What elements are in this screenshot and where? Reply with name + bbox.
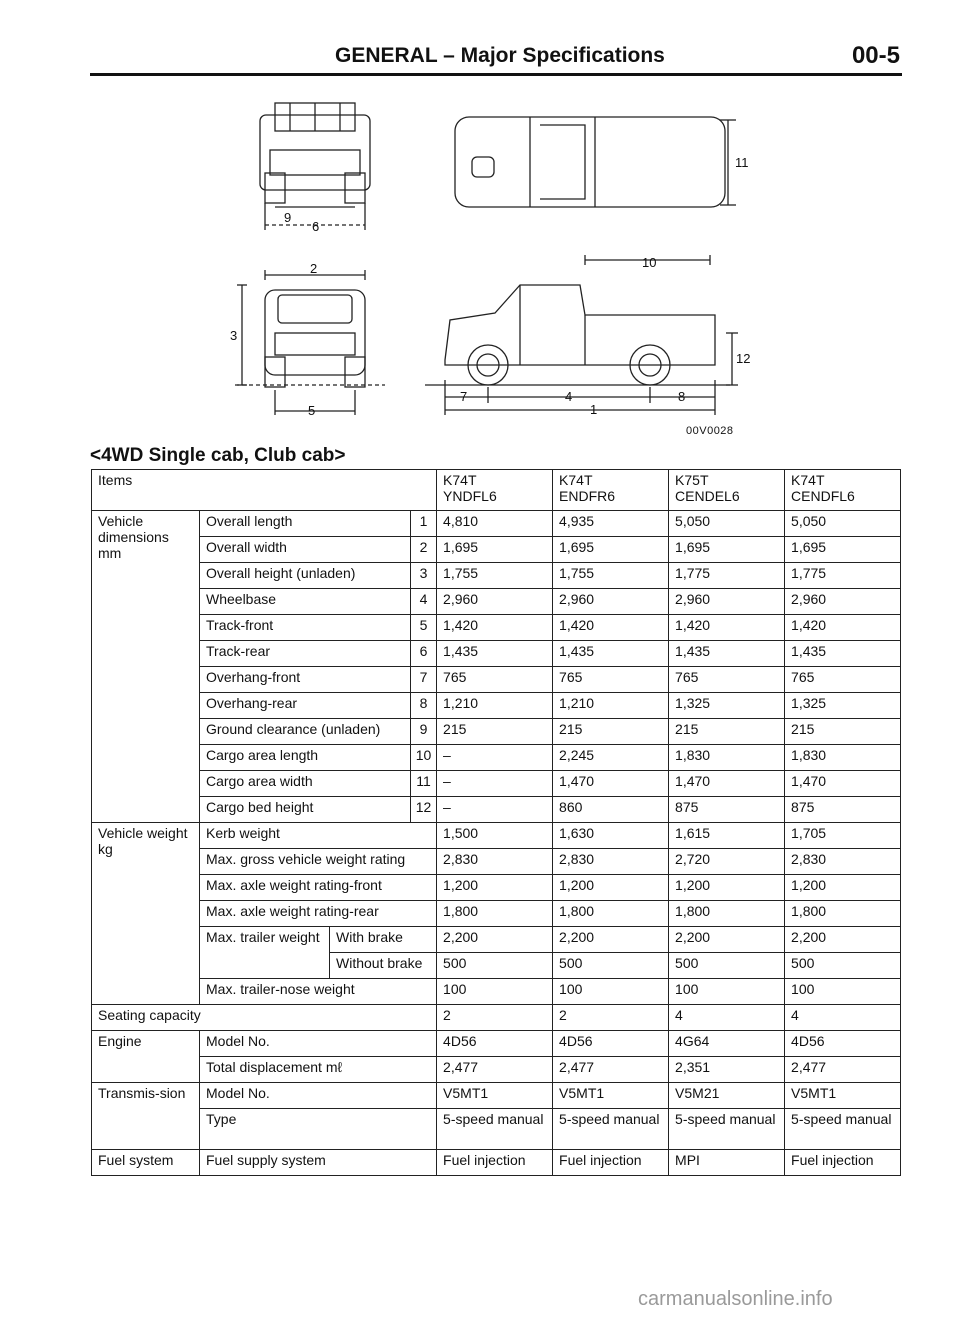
- section-title: <4WD Single cab, Club cab>: [90, 445, 346, 466]
- table-cell: 2,960: [553, 589, 669, 615]
- table-cell: 4G64: [669, 1031, 785, 1057]
- table-cell: 215: [553, 719, 669, 745]
- table-cell: –: [437, 771, 553, 797]
- table-cell: 500: [553, 953, 669, 979]
- table-cell: Total displacement mℓ: [200, 1057, 437, 1083]
- table-cell: Max. axle weight rating-front: [200, 875, 437, 901]
- table-cell: 1,695: [437, 537, 553, 563]
- table-cell: 6: [411, 641, 437, 667]
- table-cell: 1,200: [669, 875, 785, 901]
- table-cell: 4: [669, 1005, 785, 1031]
- table-cell: 3: [411, 563, 437, 589]
- trailer-weight-label: Max. trailer weight: [200, 927, 330, 979]
- dim-label-7: 7: [460, 389, 468, 404]
- table-cell: Cargo area length: [200, 745, 411, 771]
- table-row: [92, 1109, 901, 1150]
- dim-label-12: 12: [736, 351, 751, 366]
- dim-label-3: 3: [230, 328, 238, 343]
- table-cell: 1,705: [785, 823, 901, 849]
- items-header: Items: [92, 470, 437, 511]
- table-cell: 4D56: [437, 1031, 553, 1057]
- table-cell: V5MT1: [785, 1083, 901, 1109]
- model-code: K75T: [675, 472, 709, 488]
- table-cell: 1,830: [669, 745, 785, 771]
- table-cell: V5MT1: [437, 1083, 553, 1109]
- table-cell: 1,200: [437, 875, 553, 901]
- table-cell: 2,477: [437, 1057, 553, 1083]
- table-cell: 1,695: [669, 537, 785, 563]
- specifications-table: [91, 469, 901, 1176]
- table-row: [92, 511, 901, 537]
- table-cell: 875: [785, 797, 901, 823]
- table-row: [92, 641, 901, 667]
- table-cell: 1,755: [553, 563, 669, 589]
- table-cell: Overhang-front: [200, 667, 411, 693]
- table-cell: 1: [411, 511, 437, 537]
- table-row: [92, 797, 901, 823]
- vehicle-dimension-diagrams: [220, 95, 760, 435]
- table-cell: 4,935: [553, 511, 669, 537]
- model-code: CENDEL6: [675, 488, 740, 504]
- group-label-transmission: Transmis-sion: [92, 1083, 200, 1150]
- table-row: [92, 1005, 901, 1031]
- table-cell: 5-speed manual: [437, 1109, 553, 1150]
- table-cell: MPI: [669, 1150, 785, 1176]
- group-label-engine: Engine: [92, 1031, 200, 1083]
- table-cell: 100: [785, 979, 901, 1005]
- table-cell: 215: [669, 719, 785, 745]
- page-header: [90, 40, 902, 74]
- table-cell: 1,630: [553, 823, 669, 849]
- dim-label-2: 2: [310, 261, 318, 276]
- table-cell: 500: [785, 953, 901, 979]
- table-cell: 2,960: [669, 589, 785, 615]
- table-row: [92, 1150, 901, 1176]
- page-title: GENERAL – Major Specifications: [335, 44, 665, 67]
- table-row: [92, 823, 901, 849]
- model-code: K74T: [559, 472, 593, 488]
- table-cell: Overall height (unladen): [200, 563, 411, 589]
- table-cell: 1,200: [785, 875, 901, 901]
- table-cell: 4: [785, 1005, 901, 1031]
- table-row: [92, 1083, 901, 1109]
- table-cell: 765: [437, 667, 553, 693]
- table-cell: –: [437, 797, 553, 823]
- table-cell: 100: [437, 979, 553, 1005]
- table-row: [92, 1031, 901, 1057]
- table-row: [92, 667, 901, 693]
- table-cell: 11: [411, 771, 437, 797]
- table-cell: 9: [411, 719, 437, 745]
- table-cell: 4D56: [553, 1031, 669, 1057]
- table-cell: 4,810: [437, 511, 553, 537]
- table-cell: 1,420: [785, 615, 901, 641]
- table-cell: 1,200: [553, 875, 669, 901]
- page-number: 00-5: [851, 42, 900, 69]
- table-cell: 1,470: [669, 771, 785, 797]
- table-cell: 2,200: [669, 927, 785, 953]
- table-row: [92, 901, 901, 927]
- table-cell: 8: [411, 693, 437, 719]
- table-cell: Track-front: [200, 615, 411, 641]
- dim-label-8: 8: [678, 389, 686, 404]
- table-cell: V5M21: [669, 1083, 785, 1109]
- table-cell: Cargo bed height: [200, 797, 411, 823]
- table-cell: Overhang-rear: [200, 693, 411, 719]
- table-row: [92, 693, 901, 719]
- table-row: [92, 589, 901, 615]
- table-cell: 1,210: [553, 693, 669, 719]
- model-code: CENDFL6: [791, 488, 855, 504]
- table-cell: 1,435: [785, 641, 901, 667]
- table-cell: 2,245: [553, 745, 669, 771]
- table-cell: 2,200: [553, 927, 669, 953]
- model-code: K74T: [791, 472, 825, 488]
- dim-label-5: 5: [308, 403, 316, 418]
- table-cell: 1,420: [669, 615, 785, 641]
- table-cell: 1,800: [553, 901, 669, 927]
- table-cell: 100: [553, 979, 669, 1005]
- table-row: [92, 849, 901, 875]
- table-cell: Fuel injection: [437, 1150, 553, 1176]
- table-cell: 1,775: [669, 563, 785, 589]
- model-code: YNDFL6: [443, 488, 497, 504]
- front-view-drawing: [235, 270, 385, 415]
- dim-label-1: 1: [590, 402, 598, 417]
- table-cell: 215: [785, 719, 901, 745]
- table-cell: 10: [411, 745, 437, 771]
- table-cell: 2: [553, 1005, 669, 1031]
- table-cell: 2: [437, 1005, 553, 1031]
- table-cell: 765: [669, 667, 785, 693]
- table-cell: 1,800: [437, 901, 553, 927]
- table-row: [92, 745, 901, 771]
- table-cell: 765: [785, 667, 901, 693]
- table-row: [92, 537, 901, 563]
- table-cell: 2,960: [437, 589, 553, 615]
- model-header: [437, 470, 553, 511]
- table-cell: Model No.: [200, 1083, 437, 1109]
- table-cell: 860: [553, 797, 669, 823]
- table-cell: 2,830: [785, 849, 901, 875]
- table-cell: 1,420: [437, 615, 553, 641]
- table-cell: 1,435: [553, 641, 669, 667]
- table-cell: 2,200: [437, 927, 553, 953]
- table-cell: Wheelbase: [200, 589, 411, 615]
- table-cell: 1,800: [785, 901, 901, 927]
- table-cell: Track-rear: [200, 641, 411, 667]
- table-cell: 765: [553, 667, 669, 693]
- table-cell: 4: [411, 589, 437, 615]
- table-row: [92, 1057, 901, 1083]
- header-rule: [90, 73, 902, 76]
- table-row: [92, 563, 901, 589]
- table-cell: 2,477: [785, 1057, 901, 1083]
- table-cell: Without brake: [330, 953, 437, 979]
- table-cell: 12: [411, 797, 437, 823]
- table-row: [92, 719, 901, 745]
- table-cell: Fuel injection: [785, 1150, 901, 1176]
- group-label-dimensions: Vehicle dimensions mm: [92, 511, 200, 823]
- figure-code: 00V0028: [686, 425, 734, 437]
- table-cell: 5-speed manual: [785, 1109, 901, 1150]
- table-cell: 1,800: [669, 901, 785, 927]
- table-cell: 1,695: [553, 537, 669, 563]
- model-code: ENDFR6: [559, 488, 616, 504]
- table-cell: 1,435: [669, 641, 785, 667]
- table-cell: 5: [411, 615, 437, 641]
- watermark: carmanualsonline.info: [638, 1288, 833, 1310]
- table-cell: 500: [669, 953, 785, 979]
- model-header: [669, 470, 785, 511]
- table-cell: 1,435: [437, 641, 553, 667]
- group-label-seating: Seating capacity: [92, 1005, 437, 1031]
- table-row: [92, 771, 901, 797]
- table-cell: Kerb weight: [200, 823, 437, 849]
- rear-view-drawing: [260, 103, 370, 230]
- table-cell: 100: [669, 979, 785, 1005]
- table-cell: 4D56: [785, 1031, 901, 1057]
- group-label-fuel: Fuel system: [92, 1150, 200, 1176]
- table-cell: 2,830: [437, 849, 553, 875]
- table-row: [92, 875, 901, 901]
- table-cell: 2: [411, 537, 437, 563]
- table-cell: Fuel supply system: [200, 1150, 437, 1176]
- table-cell: 1,420: [553, 615, 669, 641]
- table-row: [92, 927, 901, 953]
- table-cell: 1,470: [553, 771, 669, 797]
- table-cell: 215: [437, 719, 553, 745]
- table-cell: 1,500: [437, 823, 553, 849]
- table-cell: 1,775: [785, 563, 901, 589]
- table-cell: –: [437, 745, 553, 771]
- table-cell: 1,210: [437, 693, 553, 719]
- table-cell: 2,477: [553, 1057, 669, 1083]
- table-cell: Max. axle weight rating-rear: [200, 901, 437, 927]
- table-row: [92, 615, 901, 641]
- dim-label-10: 10: [642, 255, 657, 270]
- table-cell: 1,695: [785, 537, 901, 563]
- table-cell: 5,050: [669, 511, 785, 537]
- model-header: [785, 470, 901, 511]
- table-cell: V5MT1: [553, 1083, 669, 1109]
- dim-label-4: 4: [565, 389, 573, 404]
- table-cell: 1,615: [669, 823, 785, 849]
- table-row: [92, 979, 901, 1005]
- table-cell: Cargo area width: [200, 771, 411, 797]
- top-view-drawing: [455, 117, 736, 207]
- table-cell: 1,830: [785, 745, 901, 771]
- side-view-drawing: [425, 255, 738, 415]
- table-cell: With brake: [330, 927, 437, 953]
- dim-label-11: 11: [735, 155, 749, 170]
- table-cell: 2,720: [669, 849, 785, 875]
- table-cell: 1,325: [785, 693, 901, 719]
- table-cell: 5-speed manual: [553, 1109, 669, 1150]
- table-cell: 1,325: [669, 693, 785, 719]
- table-cell: Fuel injection: [553, 1150, 669, 1176]
- group-label-weight: Vehicle weight kg: [92, 823, 200, 1005]
- table-cell: 2,200: [785, 927, 901, 953]
- table-cell: Model No.: [200, 1031, 437, 1057]
- table-cell: Max. gross vehicle weight rating: [200, 849, 437, 875]
- dim-label-6: 6: [312, 219, 320, 234]
- table-cell: 875: [669, 797, 785, 823]
- table-cell: 2,960: [785, 589, 901, 615]
- model-code: K74T: [443, 472, 477, 488]
- table-cell: Type: [200, 1109, 437, 1150]
- dim-label-9: 9: [284, 210, 292, 225]
- table-cell: 1,470: [785, 771, 901, 797]
- table-cell: 5,050: [785, 511, 901, 537]
- model-header: [553, 470, 669, 511]
- table-cell: 5-speed manual: [669, 1109, 785, 1150]
- table-header-row: [92, 470, 901, 511]
- table-cell: 1,755: [437, 563, 553, 589]
- table-cell: 500: [437, 953, 553, 979]
- table-cell: Overall width: [200, 537, 411, 563]
- table-cell: Max. trailer-nose weight: [200, 979, 437, 1005]
- table-cell: 7: [411, 667, 437, 693]
- table-cell: Overall length: [200, 511, 411, 537]
- table-cell: 2,351: [669, 1057, 785, 1083]
- table-cell: Ground clearance (unladen): [200, 719, 411, 745]
- table-cell: 2,830: [553, 849, 669, 875]
